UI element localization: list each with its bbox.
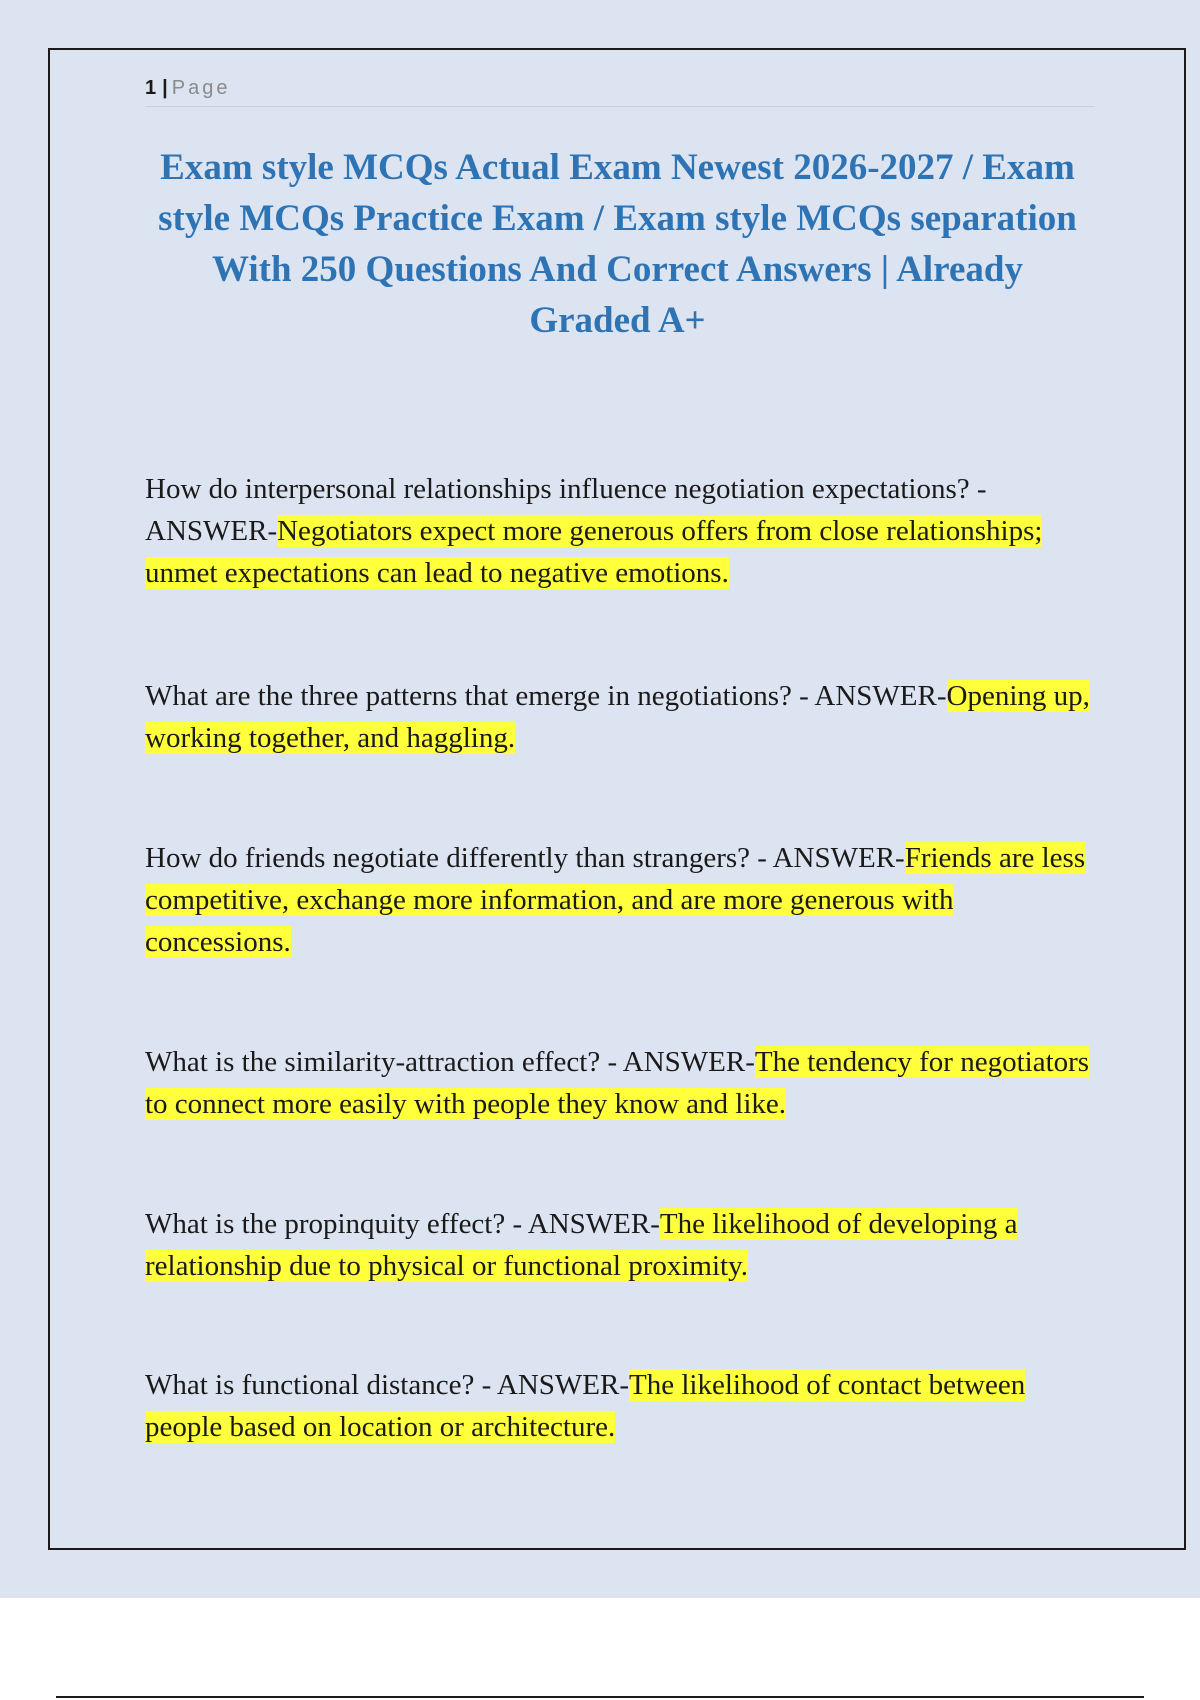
qa-item bbox=[145, 675, 1095, 759]
answer-text: Opening up, working together, and haggling. bbox=[145, 680, 1090, 754]
answer-text: The likelihood of developing a relationship due to physical or functional proximity. bbox=[145, 1208, 1018, 1282]
question-text: How do interpersonal relationships influence negotiation expectations? - ANSWER- bbox=[145, 473, 987, 547]
page-header bbox=[145, 72, 1095, 107]
question-text: What is functional distance? - ANSWER- bbox=[145, 1369, 630, 1401]
question-text: What is the similarity-attraction effect? - ANSWER- bbox=[145, 1046, 755, 1078]
header-separator: | bbox=[162, 77, 168, 99]
question-text: What is the propinquity effect? - ANSWER- bbox=[145, 1208, 660, 1240]
qa-item bbox=[145, 1364, 1095, 1448]
answer-text: The likelihood of contact between people based on location or architecture. bbox=[145, 1369, 1026, 1443]
qa-item bbox=[145, 1203, 1095, 1287]
page-label: Page bbox=[171, 77, 231, 99]
qa-item bbox=[145, 837, 1095, 963]
next-page-rule bbox=[56, 1696, 1144, 1698]
document-title: Exam style MCQs Actual Exam Newest 2026-2027 / Exam style MCQs Practice Exam / Exam style MCQs separation With 250 Questions And Correct Answers | Already Graded A+ bbox=[158, 147, 1077, 341]
qa-item bbox=[145, 468, 1095, 594]
question-text: How do friends negotiate differently than strangers? - ANSWER- bbox=[145, 842, 905, 874]
page-number: 1 bbox=[145, 77, 157, 99]
answer-text: Negotiators expect more generous offers from close relationships; unmet expectations can lead to negative emotions. bbox=[145, 515, 1043, 589]
answer-text: The tendency for negotiators to connect more easily with people they know and like. bbox=[145, 1046, 1090, 1120]
answer-text: Friends are less competitive, exchange more information, and are more generous with concessions. bbox=[145, 842, 1086, 958]
qa-item bbox=[145, 1041, 1095, 1125]
question-text: What are the three patterns that emerge in negotiations? - ANSWER- bbox=[145, 680, 947, 712]
